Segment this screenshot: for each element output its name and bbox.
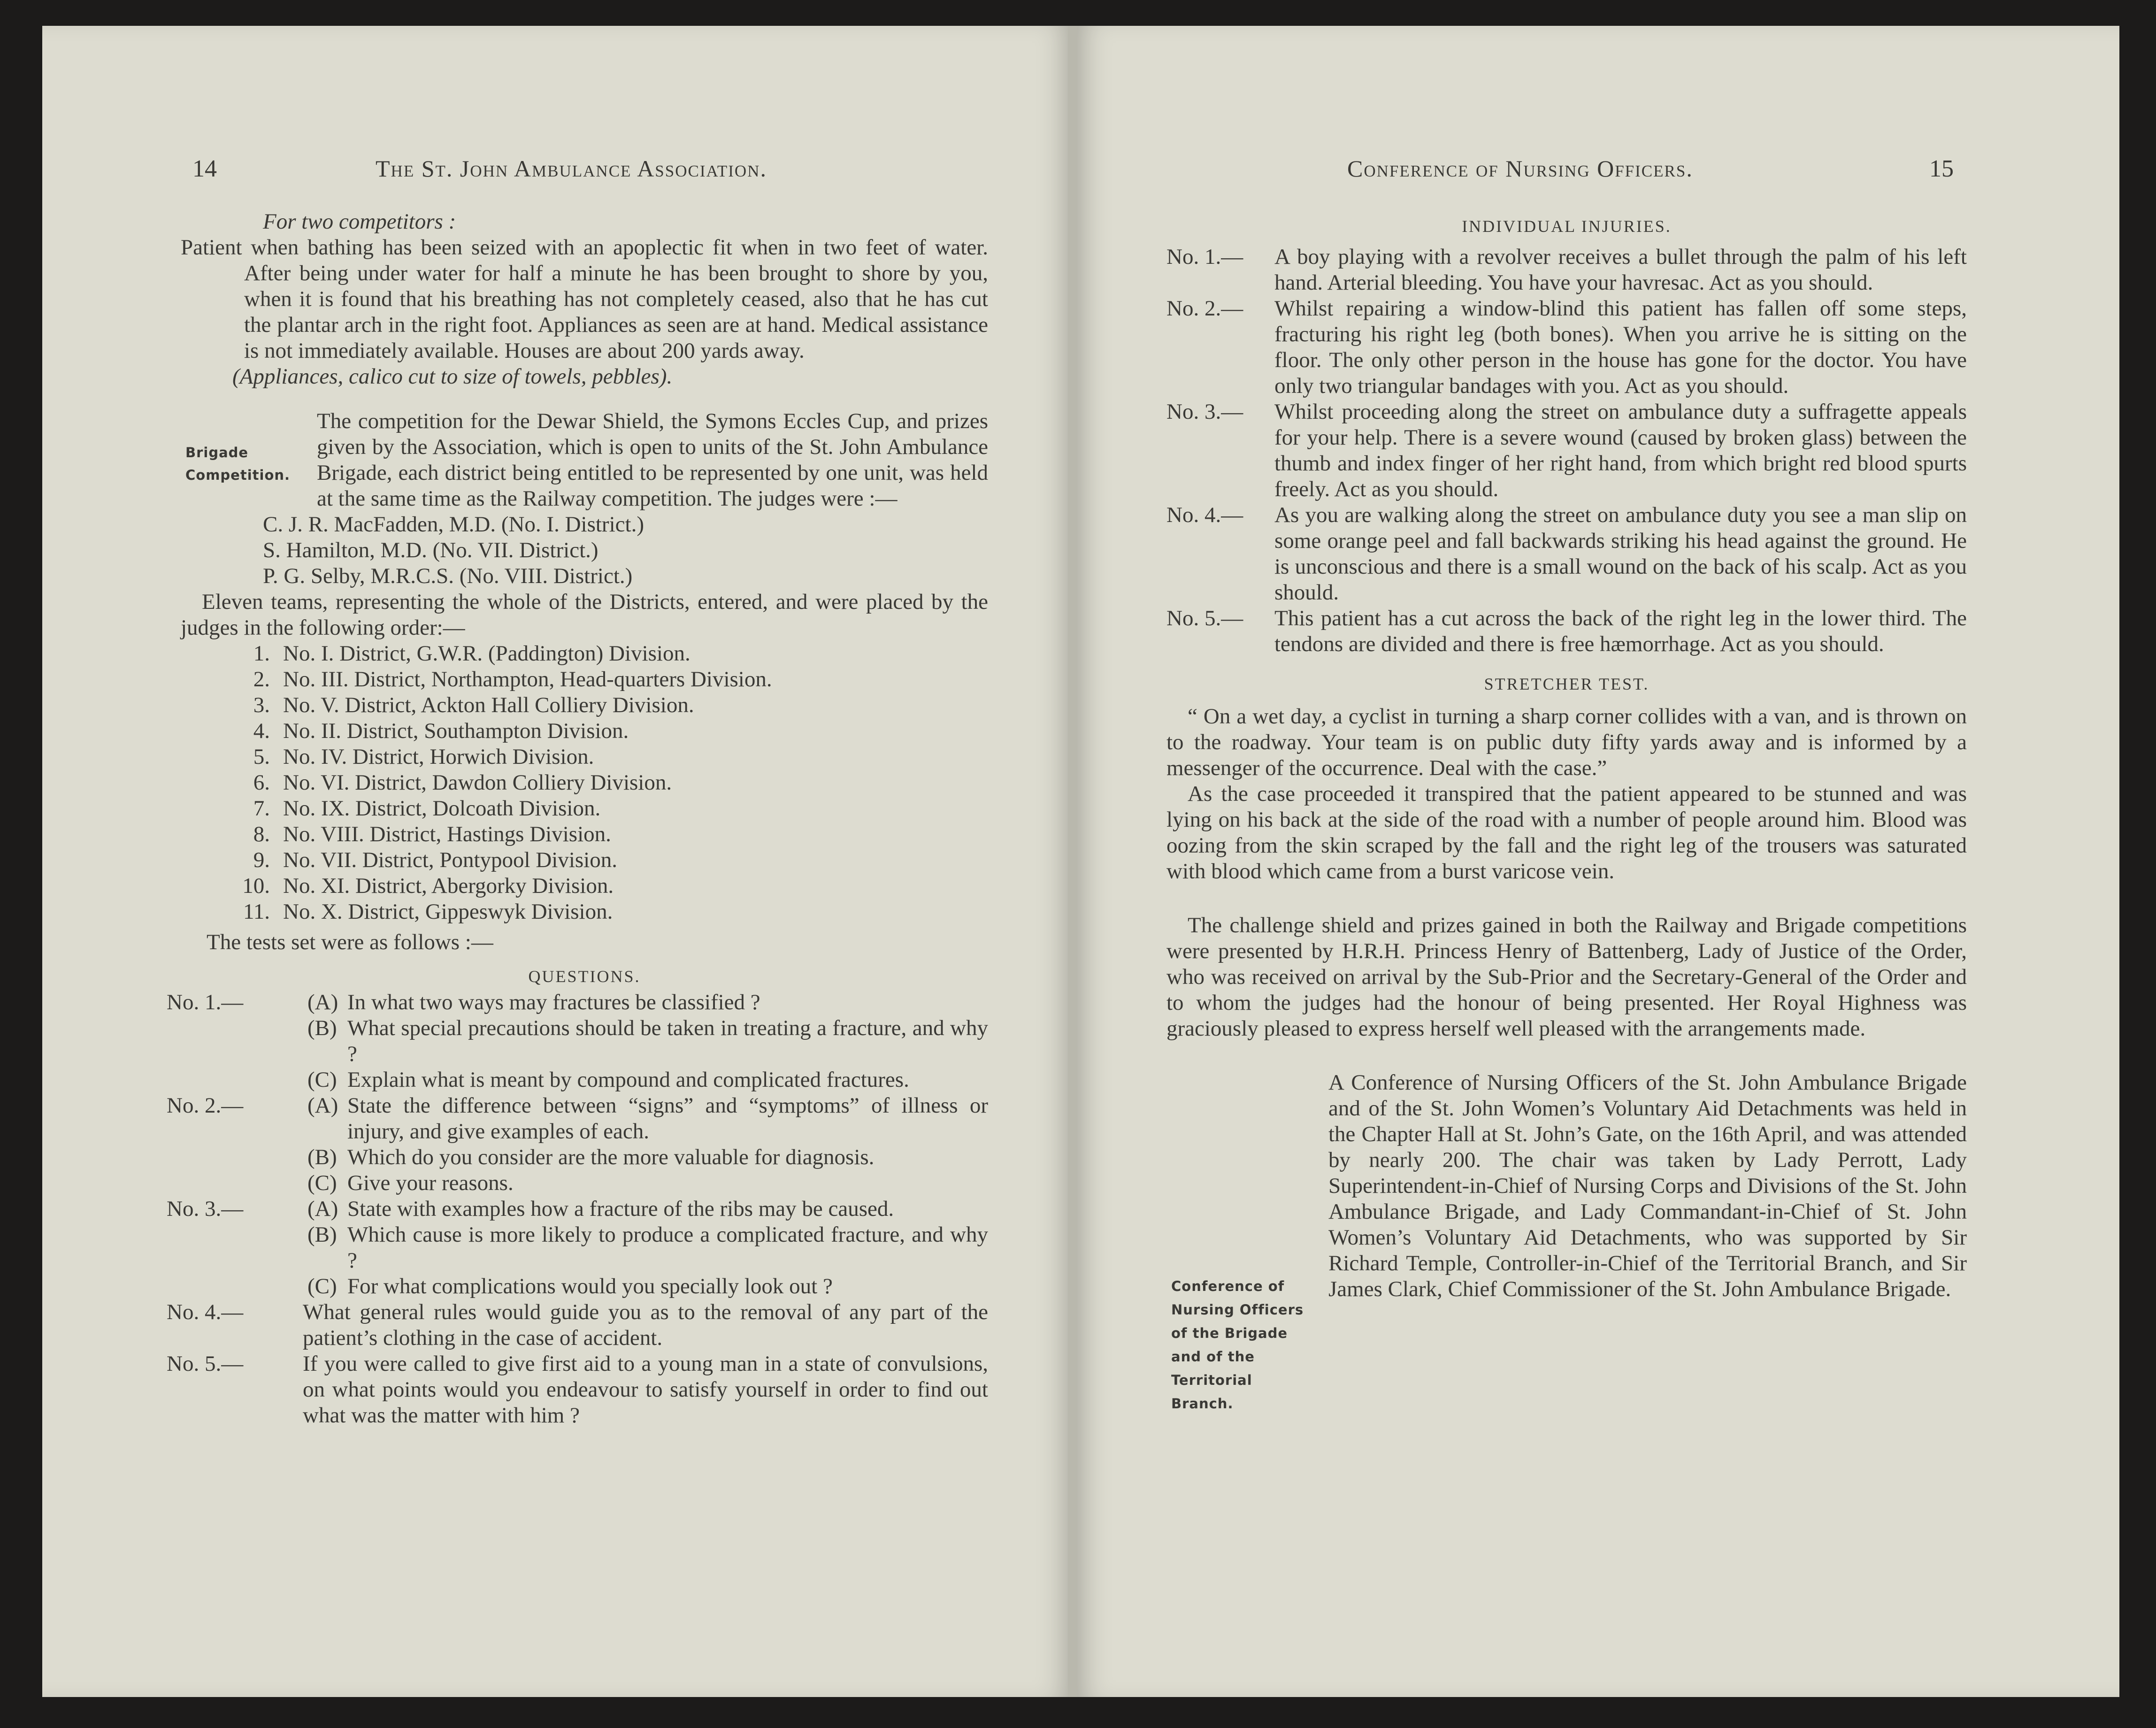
right-body (1166, 214, 1967, 1302)
team-rank: 9. (253, 848, 270, 872)
injury-text: A boy playing with a revolver receives a bullet through the palm of his left hand. Arterial bleeding. You have your havresac. Act as you should. (1274, 245, 1967, 295)
list-item (181, 899, 988, 925)
margin-heading-line: and of the (1171, 1349, 1255, 1365)
team-name: No. VIII. District, Hastings Division. (283, 822, 611, 846)
list-item (181, 641, 988, 667)
left-running-head: The St. John Ambulance Association. (376, 155, 767, 182)
team-rank: 11. (243, 899, 270, 924)
judge-3: P. G. Selby, M.R.C.S. (No. VIII. District.) (263, 564, 633, 588)
list-item (181, 822, 988, 847)
part-text: Which cause is more likely to produce a complicated fracture, and why ? (347, 1222, 988, 1273)
team-name: No. IV. District, Horwich Division. (283, 745, 594, 769)
part-label: (A) (307, 990, 338, 1014)
team-rank: 5. (253, 745, 270, 769)
right-page-number: 15 (1929, 155, 1954, 182)
team-name: No. V. District, Ackton Hall Colliery Division. (283, 693, 694, 717)
injury-number: No. 2.— (1166, 296, 1243, 321)
injury-number: No. 4.— (1166, 503, 1243, 527)
judge-2: S. Hamilton, M.D. (No. VII. District.) (263, 538, 598, 562)
injury-3 (1166, 399, 1967, 502)
part-text: What special precautions should be taken in treating a fracture, and why ? (347, 1016, 988, 1066)
stretcher-heading: STRETCHER TEST. (1484, 675, 1650, 693)
part-label: (B) (307, 1222, 337, 1247)
part-label: (A) (307, 1197, 338, 1221)
question-number: No. 4.— (167, 1300, 244, 1324)
part-text: Give your reasons. (347, 1171, 514, 1195)
stretcher-followup: As the case proceeded it transpired that the patient appeared to be stunned and was lying on his back at the side of the road with a number of people around him. Blood was oozing from the skin scraped by the fall and the right leg of the trousers was saturated with blood which came from a burst varicose vein. (1166, 782, 1967, 883)
right-running-head: Conference of Nursing Officers. (1347, 155, 1693, 182)
injury-text: Whilst proceeding along the street on ambulance duty a suffragette appeals for your help. There is a severe wound (caused by broken glass) between the thumb and index finger of her right hand, from which bright red blood spurts freely. Act as you should. (1274, 399, 1967, 501)
injury-1 (1166, 244, 1967, 296)
margin-heading-line: Brigade (185, 445, 249, 461)
left-page-number: 14 (192, 155, 217, 182)
questions-list (167, 990, 988, 1428)
part-text: For what complications would you specially look out ? (347, 1274, 833, 1298)
challenge-paragraph: The challenge shield and prizes gained in both the Railway and Brigade competitions were presented by H.R.H. Princess Henry of Battenberg, Lady of Justice of the Order, who was received on arrival by the Sub-Prior and the Secretary-General of the Order and to whom the judges had the honour of being presented. Her Royal Highness was graciously pleased to express herself well pleased with the arrangements made. (1166, 913, 1967, 1041)
brigade-text-content: The competition for the Dewar Shield, the Symons Eccles Cup, and prizes given by the Association, which is open to units of the St. John Ambulance Brigade, each district being entitled to be represented by one unit, was held at the same time as the Railway competition. The judges were :— (317, 409, 988, 511)
list-item (181, 692, 988, 718)
question-4 (167, 1299, 988, 1351)
part-label: (A) (307, 1093, 338, 1118)
question-number: No. 5.— (167, 1352, 244, 1376)
list-item (181, 744, 988, 770)
margin-heading-line: Conference of (1171, 1278, 1285, 1294)
margin-heading-line: of the Brigade (1171, 1325, 1288, 1341)
question-3 (167, 1196, 988, 1299)
list-item (181, 847, 988, 873)
question-number: No. 3.— (167, 1197, 244, 1221)
injuries-heading: INDIVIDUAL INJURIES. (1462, 217, 1672, 236)
conference-paragraph: A Conference of Nursing Officers of the St. John Ambulance Brigade and of the St. John Women’s Voluntary Aid Detachments was held in the Chapter Hall at St. John’s Gate, on the 16th April, and was attended by nearly 200. The chair was taken by Lady Perrott, Lady Superintendent-in-Chief of Nursing Corps and Divisions of the St. John Ambulance Brigade, and Lady Commandant-in-Chief of St. John Women’s Voluntary Aid Detachments, who was supported by Sir Richard Temple, Controller-in-Chief of the Territorial Branch, and Sir James Clark, Chief Commissioner of the St. John Ambulance Brigade. (1328, 1070, 1967, 1301)
team-rank: 8. (253, 822, 270, 846)
margin-heading-line: Territorial (1171, 1372, 1252, 1388)
part-text: State the difference between “signs” and “symptoms” of illness or injury, and give examples of each. (347, 1093, 988, 1144)
question-1 (167, 990, 988, 1093)
question-5 (167, 1351, 988, 1428)
team-name: No. X. District, Gippeswyk Division. (283, 899, 613, 924)
team-rank: 6. (253, 770, 270, 795)
team-rank: 7. (253, 796, 270, 821)
competitors-heading: For two competitors : (263, 209, 456, 234)
left-body (167, 209, 988, 1428)
question-number: No. 1.— (167, 990, 244, 1014)
part-text: In what two ways may fractures be classified ? (347, 990, 760, 1014)
list-item (181, 770, 988, 796)
list-item (181, 667, 988, 692)
judge-1: C. J. R. MacFadden, M.D. (No. I. District.) (263, 512, 644, 537)
conference-margin-heading (1171, 1275, 1304, 1415)
injury-number: No. 5.— (1166, 606, 1243, 630)
injury-number: No. 3.— (1166, 399, 1243, 424)
injury-text: As you are walking along the street on ambulance duty you see a man slip on some orange peel and fall backwards striking his head against the ground. He is unconscious and there is a small wound on the back of his scalp. Act as you should. (1274, 503, 1967, 605)
competitors-text: Patient when bathing has been seized with an apoplectic fit when in two feet of water. After being under water for half a minute he has been brought to shore by you, when it is found that his breathing has not completely ceased, also that he has cut the plantar arch in the right foot. Appliances as seen are at hand. Medical assistance is not immediately available. Houses are about 200 yards away. (181, 235, 988, 363)
part-text: What general rules would guide you as to the removal of any part of the patient’s clothing in the case of accident. (303, 1300, 988, 1350)
tests-intro: The tests set were as follows :— (207, 930, 493, 954)
injury-2 (1166, 296, 1967, 399)
part-label: (B) (307, 1016, 337, 1040)
injury-text: Whilst repairing a window-blind this patient has fallen off some steps, fracturing his right leg (both bones). When you arrive he is sitting on the floor. The only other person in the house has gone for the doctor. You have only two triangular bandages with you. Act as you should. (1274, 296, 1967, 398)
margin-heading-line: Nursing Officers (1171, 1302, 1304, 1318)
team-rank: 1. (253, 641, 270, 666)
teams-list (181, 641, 988, 925)
list-item (181, 718, 988, 744)
injury-text: This patient has a cut across the back of the right leg in the lower third. The tendons are divided and there is free hæmorrhage. Act as you should. (1274, 606, 1967, 656)
injury-4 (1166, 502, 1967, 606)
injuries-list (1166, 244, 1967, 657)
brigade-text (181, 408, 988, 512)
team-name: No. VII. District, Pontypool Division. (283, 848, 617, 872)
part-label: (C) (307, 1171, 337, 1195)
injury-number: No. 1.— (1166, 245, 1243, 269)
brigade-competition-margin-heading (185, 441, 290, 486)
list-item (181, 796, 988, 822)
team-name: No. IX. District, Dolcoath Division. (283, 796, 601, 821)
appliances-note: (Appliances, calico cut to size of towels, pebbles). (232, 364, 673, 389)
stretcher-quote: “ On a wet day, a cyclist in turning a sharp corner collides with a van, and is thrown on to the roadway. Your team is on public duty fifty yards away and is informed by a messenger of the occurrence. Deal with the case.” (1166, 704, 1967, 780)
questions-heading: QUESTIONS. (528, 967, 641, 986)
part-text: State with examples how a fracture of the ribs may be caused. (347, 1197, 894, 1221)
team-name: No. I. District, G.W.R. (Paddington) Division. (283, 641, 691, 666)
margin-heading-line: Competition. (185, 467, 291, 483)
margin-heading-line: Branch. (1171, 1396, 1234, 1412)
part-label: (C) (307, 1274, 337, 1298)
teams-intro: Eleven teams, representing the whole of the Districts, entered, and were placed by the judges in the following order:— (181, 590, 988, 640)
team-name: No. VI. District, Dawdon Colliery Division. (283, 770, 672, 795)
question-2 (167, 1093, 988, 1196)
team-name: No. II. District, Southampton Division. (283, 719, 629, 743)
team-name: No. III. District, Northampton, Head-quarters Division. (283, 667, 772, 691)
team-rank: 2. (253, 667, 270, 691)
part-text: Explain what is meant by compound and complicated fractures. (347, 1068, 909, 1092)
team-name: No. XI. District, Abergorky Division. (283, 874, 614, 898)
injury-5 (1166, 606, 1967, 657)
team-rank: 3. (253, 693, 270, 717)
part-text: If you were called to give first aid to a young man in a state of convulsions, on what points would you endeavour to satisfy yourself in order to find out what was the matter with him ? (303, 1352, 988, 1428)
team-rank: 4. (253, 719, 270, 743)
part-text: Which do you consider are the more valuable for diagnosis. (347, 1145, 875, 1169)
part-label: (C) (307, 1068, 337, 1092)
part-label: (B) (307, 1145, 337, 1169)
team-rank: 10. (242, 874, 270, 898)
question-number: No. 2.— (167, 1093, 244, 1118)
list-item (181, 873, 988, 899)
